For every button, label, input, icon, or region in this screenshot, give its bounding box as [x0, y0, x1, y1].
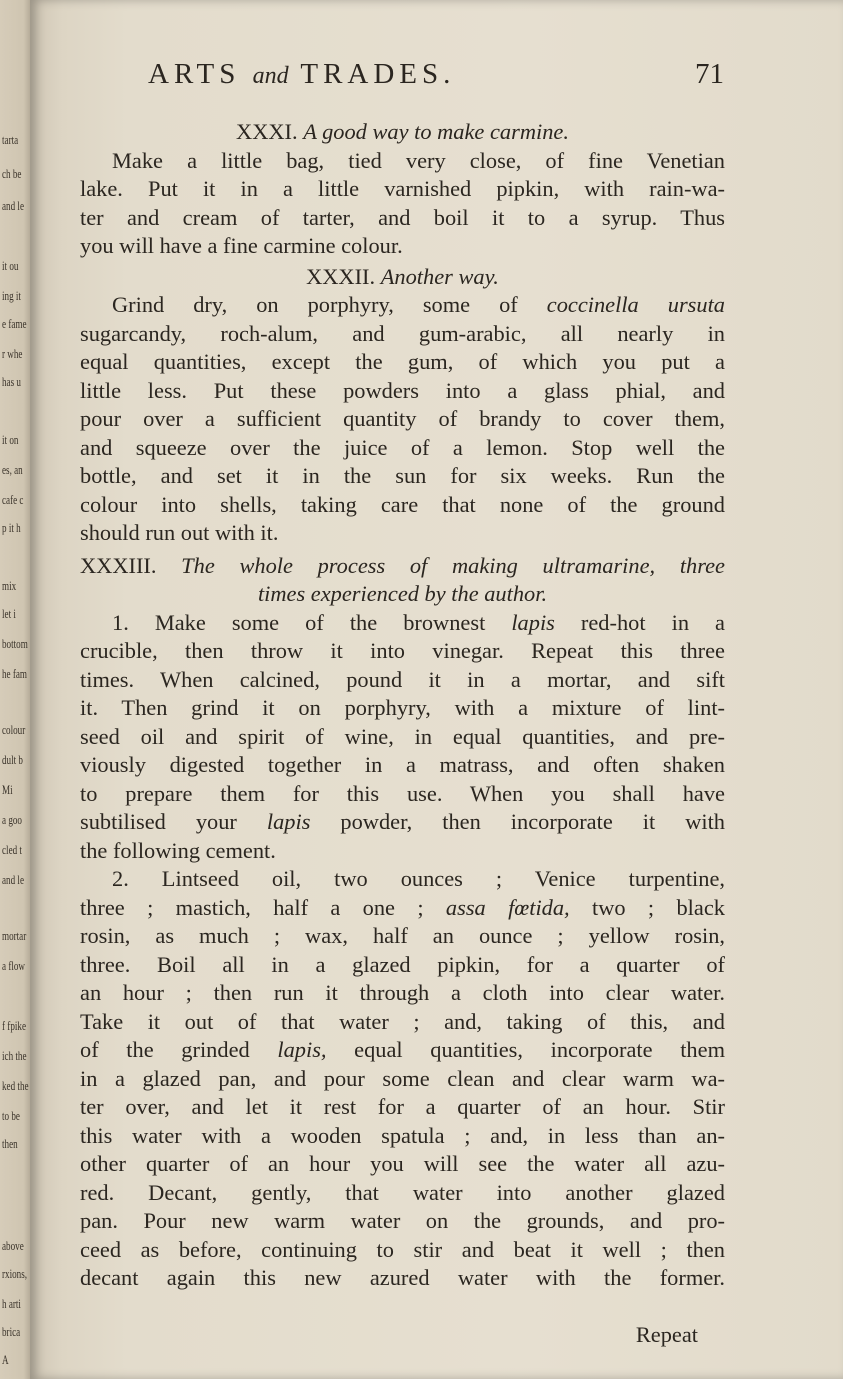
- text-line: pour over a sufficient quantity of brandy to cover them,: [80, 406, 725, 431]
- text-line: rosin, as much ; wax, half an ounce ; yellow rosin,: [80, 923, 725, 948]
- text-line: lake. Put it in a little varnished pipkin, with rain-wa-: [80, 176, 725, 201]
- text-line: 2. Lintseed oil, two ounces ; Venice turpentine,: [112, 866, 725, 891]
- text-line: bottle, and set it in the sun for six weeks. Run the: [80, 463, 725, 488]
- text-line: the following cement.: [80, 837, 276, 863]
- margin-fragment: then: [2, 1136, 18, 1151]
- text-line: an hour ; then run it through a cloth into clear water.: [80, 980, 725, 1005]
- text-line: decant again this new azured water with the former.: [80, 1265, 725, 1290]
- text-line: Take it out of that water ; and, taking of this, and: [80, 1008, 725, 1034]
- text-line: sugarcandy, roch-alum, and gum-arabic, all nearly in: [80, 320, 725, 346]
- running-head: ARTS and TRADES.: [148, 58, 456, 90]
- text-line: colour into shells, taking care that none of the ground: [80, 491, 725, 517]
- margin-fragment: mix: [2, 578, 17, 593]
- text-line: viously digested together in a matrass, and often shaken: [80, 752, 725, 777]
- section-heading-cont: times experienced by the author.: [257, 581, 548, 606]
- section-heading: XXXI. A good way to make carmine.: [236, 119, 569, 144]
- margin-fragment: ch be: [2, 166, 22, 181]
- margin-fragment: brica: [2, 1324, 21, 1339]
- previous-page-edge: [0, 0, 34, 1379]
- text-line: ter over, and let it rest for a quarter of an hour. Stir: [80, 1094, 725, 1119]
- margin-fragment: mortar: [2, 928, 27, 943]
- text-line: of the grinded lapis, equal quantities, incorporate them: [80, 1037, 725, 1062]
- text-line: subtilised your lapis powder, then incorporate it with: [80, 809, 725, 834]
- text-line: pan. Pour new warm water on the grounds, and pro-: [80, 1208, 725, 1233]
- text-line: in a glazed pan, and pour some clean and clear warm wa-: [80, 1065, 725, 1091]
- margin-fragment: rxions,: [2, 1266, 28, 1281]
- margin-fragment: a flow: [2, 958, 26, 973]
- text-line: ceed as before, continuing to stir and beat it well ; then: [80, 1236, 725, 1262]
- margin-fragment: above: [2, 1238, 24, 1253]
- body-text: [80, 118, 725, 1293]
- margin-fragment: tarta: [2, 132, 19, 147]
- margin-fragment: and le: [2, 198, 24, 213]
- margin-fragment: ing it: [2, 288, 21, 303]
- text-line: equal quantities, except the gum, of which you put a: [80, 349, 725, 374]
- text-line: three ; mastich, half a one ; assa fœtida, two ; black: [80, 894, 725, 920]
- margin-fragment: e fame: [2, 316, 27, 331]
- text-line: three. Boil all in a glazed pipkin, for a quarter of: [80, 951, 725, 977]
- text-line: ter and cream of tarter, and boil it to a syrup. Thus: [80, 204, 725, 230]
- text-line: crucible, then throw it into vinegar. Repeat this three: [80, 638, 725, 663]
- page-number: 71: [695, 58, 724, 90]
- text-line: this water with a wooden spatula ; and, in less than an-: [80, 1122, 725, 1148]
- margin-fragment: it on: [2, 432, 19, 447]
- margin-fragment: dult b: [2, 752, 23, 767]
- margin-fragment: p it h: [2, 520, 21, 535]
- margin-fragment: r whe: [2, 346, 23, 361]
- margin-fragment: Mi: [2, 782, 13, 797]
- text-line: it. Then grind it on porphyry, with a mixture of lint-: [80, 695, 725, 720]
- margin-fragment: let i: [2, 606, 16, 621]
- margin-fragment: cafe c: [2, 492, 24, 507]
- section-heading: XXXIII. The whole process of making ultramarine, three: [80, 552, 725, 578]
- margin-fragment: f fpike: [2, 1018, 27, 1033]
- margin-fragment: and le: [2, 872, 24, 887]
- text-line: should run out with it.: [80, 520, 279, 545]
- text-line: seed oil and spirit of wine, in equal quantities, and pre-: [80, 723, 725, 749]
- margin-fragment: ich the: [2, 1048, 27, 1063]
- text-line: Make a little bag, tied very close, of fine Venetian: [112, 147, 725, 173]
- margin-fragment: ked the: [2, 1078, 29, 1093]
- margin-fragment: has u: [2, 374, 21, 389]
- text-line: other quarter of an hour you will see the water all azu-: [80, 1151, 725, 1176]
- text-line: little less. Put these powders into a glass phial, and: [80, 377, 725, 403]
- margin-fragment: a goo: [2, 812, 22, 827]
- margin-fragment: it ou: [2, 258, 19, 273]
- margin-fragment: es, an: [2, 462, 23, 477]
- margin-fragment: A: [2, 1352, 9, 1367]
- text-line: 1. Make some of the brownest lapis red-hot in a: [112, 609, 725, 635]
- catchword: Repeat: [635, 1322, 698, 1347]
- text-line: times. When calcined, pound it in a mortar, and sift: [80, 666, 725, 692]
- text-line: red. Decant, gently, that water into another glazed: [80, 1179, 725, 1205]
- margin-fragment: cled t: [2, 842, 22, 857]
- text-line: and squeeze over the juice of a lemon. Stop well the: [80, 434, 725, 460]
- text-line: you will have a fine carmine colour.: [80, 233, 403, 258]
- page-header: [118, 58, 730, 98]
- margin-fragment: colour: [2, 722, 26, 737]
- margin-fragment: bottom: [2, 636, 28, 651]
- text-line: to prepare them for this use. When you shall have: [80, 780, 725, 806]
- text-line: Grind dry, on porphyry, some of coccinella ursuta: [112, 292, 725, 317]
- margin-fragment: to be: [2, 1108, 20, 1123]
- margin-fragment: h arti: [2, 1296, 21, 1311]
- section-heading: XXXII. Another way.: [306, 263, 499, 289]
- margin-fragment: he fam: [2, 666, 28, 681]
